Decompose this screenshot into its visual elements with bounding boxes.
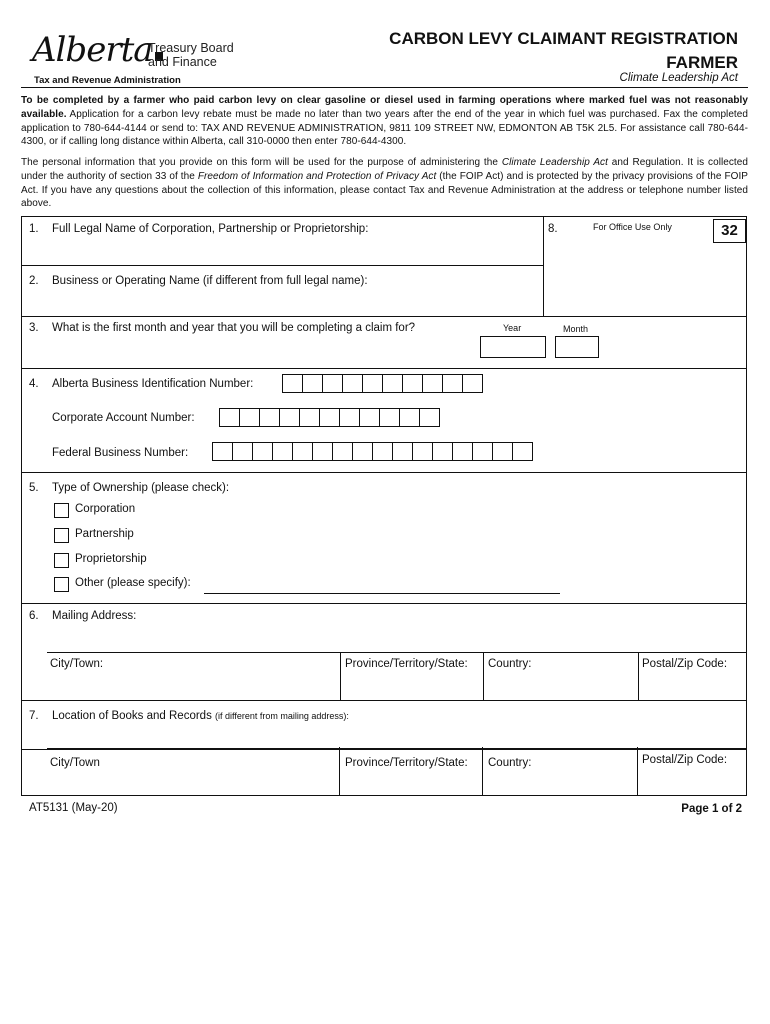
s7-divider-3 — [637, 747, 638, 795]
partnership-checkbox[interactable] — [54, 528, 69, 543]
header-rule — [21, 87, 748, 88]
privacy-text-c: (the FOIP Act) and is protected by the privacy provisions of the FOIP Act. If you have any questions about the collection of this information, please contact Tax and Revenue Administration at the address or telephone number listed above. — [21, 170, 748, 210]
intro-paragraph-2 — [21, 156, 748, 211]
s7-country-label: Country: — [488, 757, 532, 769]
privacy-text-b: and Regulation. It is collected under the authority of section 33 of the — [21, 157, 748, 182]
s8-number: 8. — [548, 223, 558, 235]
s6-number: 6. — [29, 610, 39, 622]
s6-country-label: Country: — [488, 658, 532, 670]
s7-left-border — [21, 747, 22, 795]
rule-4-5 — [22, 472, 746, 473]
mailing-address-line — [47, 652, 746, 653]
proprietorship-checkbox[interactable] — [54, 553, 69, 568]
partnership-label: Partnership — [75, 528, 134, 540]
privacy-act-1: Climate Leadership Act — [501, 157, 608, 168]
form-code: AT5131 (May-20) — [29, 802, 118, 814]
s1-label: Full Legal Name of Corporation, Partnership or Proprietorship: — [52, 223, 369, 235]
alberta-logo — [32, 30, 164, 70]
s2-label: Business or Operating Name (if different from full legal name): — [52, 275, 368, 287]
abin-input[interactable] — [282, 374, 483, 393]
act-subtitle: Climate Leadership Act — [619, 72, 738, 84]
s6-label: Mailing Address: — [52, 610, 137, 622]
page-number: Page 1 of 2 — [681, 803, 742, 815]
s1-number: 1. — [29, 223, 39, 235]
rule-1-2 — [22, 265, 544, 266]
s7-label-main: Location of Books and Records — [52, 710, 212, 722]
registration-form — [21, 216, 747, 750]
legal-name-field[interactable] — [50, 241, 538, 263]
s7-province-label: Province/Territory/State: — [345, 757, 468, 769]
s6-postal-label: Postal/Zip Code: — [642, 658, 728, 670]
s6-divider-3 — [638, 652, 639, 700]
federal-business-input[interactable] — [212, 442, 533, 461]
rule-5-6 — [22, 603, 746, 604]
s7-postal-label: Postal/Zip Code: — [642, 754, 728, 766]
other-checkbox[interactable] — [54, 577, 69, 592]
business-name-field[interactable] — [50, 293, 538, 313]
rule-3-4 — [22, 368, 746, 369]
privacy-act-2: Freedom of Information and Protection of Privacy Act — [197, 170, 437, 182]
federal-business-label: Federal Business Number: — [52, 447, 189, 459]
s4-number: 4. — [29, 378, 39, 390]
mailing-address-field[interactable] — [50, 627, 744, 651]
privacy-text-a: The personal information that you provide on this form will be used for the purpose of administering the — [21, 157, 502, 168]
intro-paragraph-1 — [21, 94, 748, 149]
s7-divider-2 — [482, 747, 483, 795]
abin-label: Alberta Business Identification Number: — [52, 378, 254, 390]
department-line1: Treasury Board — [148, 41, 234, 55]
month-label: Month — [563, 324, 589, 334]
s3-label: What is the first month and year that you will be completing a claim for? — [52, 322, 416, 334]
other-label: Other (please specify): — [75, 577, 191, 589]
s5-label: Type of Ownership (please check): — [52, 482, 230, 494]
proprietorship-label: Proprietorship — [75, 553, 147, 565]
office-divider — [543, 217, 544, 317]
form-bottom-border — [21, 795, 747, 796]
s6-province-label: Province/Territory/State: — [345, 658, 468, 670]
books-location-field[interactable] — [50, 727, 744, 747]
books-address-line — [47, 748, 746, 749]
corporation-checkbox[interactable] — [54, 503, 69, 518]
s6-city-label: City/Town: — [50, 658, 104, 670]
s2-number: 2. — [29, 275, 39, 287]
corporate-account-input[interactable] — [219, 408, 440, 427]
year-input[interactable] — [480, 336, 546, 358]
logo-wordmark: Alberta — [32, 30, 153, 70]
form-title — [318, 27, 738, 75]
s5-number: 5. — [29, 482, 39, 494]
s7-number: 7. — [29, 710, 39, 722]
s7-label-note: (if different from mailing address): — [215, 711, 349, 721]
intro-bold: To be completed by a farmer who paid carbon levy on clear gasoline or diesel used in farming operations where marked fuel was not reasonably available. — [21, 95, 748, 120]
department-name — [148, 41, 234, 69]
s6-divider-1 — [340, 652, 341, 700]
department-line2: and Finance — [148, 55, 217, 69]
office-code: 32 — [713, 219, 746, 243]
month-input[interactable] — [555, 336, 599, 358]
division-name: Tax and Revenue Administration — [34, 75, 181, 86]
office-use-label: For Office Use Only — [593, 222, 672, 232]
other-specify-line[interactable] — [204, 593, 560, 594]
s7-divider-1 — [339, 747, 340, 795]
title-line1: CARBON LEVY CLAIMANT REGISTRATION — [389, 29, 738, 48]
s7-city-label: City/Town — [50, 757, 100, 769]
s3-number: 3. — [29, 322, 39, 334]
s6-divider-2 — [483, 652, 484, 700]
s7-label — [52, 710, 349, 722]
title-line2: FARMER — [666, 53, 738, 72]
corporate-account-label: Corporate Account Number: — [52, 412, 195, 424]
rule-2-3 — [22, 316, 746, 317]
corporation-label: Corporation — [75, 503, 136, 515]
intro-rest: Application for a carbon levy rebate must be made no later than two years after the end of the year in which fuel was purchased. Fax the completed application to 780-644-4144 or send to: TAX AND REVENUE ADMINISTRATION, 9811 109 STREET NW, EDMONTON AB T5K 2L5. For assistance call 780-644-4300, or if calling long distance within Alberta, call 310-0000 then enter 780-644-4300. — [21, 108, 748, 148]
rule-6-7 — [22, 700, 746, 701]
year-label: Year — [503, 323, 522, 333]
s7-right-border — [746, 747, 747, 795]
